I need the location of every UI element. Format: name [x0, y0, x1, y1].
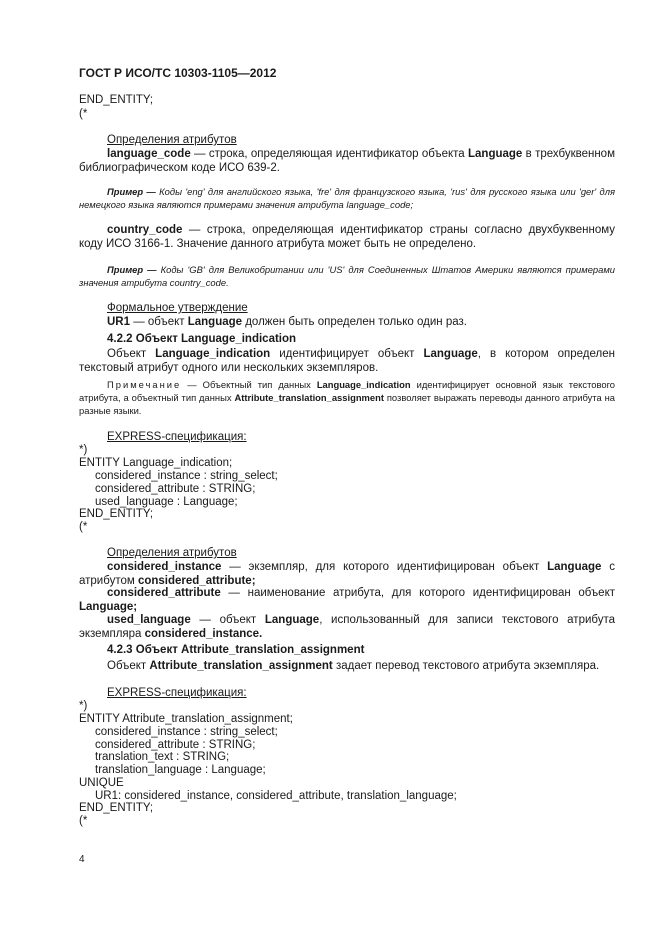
page-number: 4	[79, 854, 85, 865]
text: идентифицирует основной язык текстового атрибута, а объектный тип данных	[79, 379, 615, 403]
term: considered_instance.	[144, 628, 263, 640]
term: language_code	[107, 148, 191, 160]
code-line: ENTITY Language_indication;	[79, 457, 233, 469]
text: — наименование атрибута, для которого идентифицирован объект	[220, 587, 615, 599]
term: Language_indication	[316, 379, 411, 390]
text: Объект	[107, 660, 150, 672]
term: Language	[264, 614, 320, 626]
term: Language	[547, 561, 602, 573]
code-line: considered_attribute : STRING;	[95, 483, 256, 495]
code-line: considered_instance : string_select;	[95, 726, 278, 738]
attr-defs-heading: Определения атрибутов	[107, 547, 237, 559]
text: Коды	[155, 186, 186, 197]
term: Language	[187, 316, 243, 328]
term: Attribute_translation_assignment	[149, 660, 333, 672]
code-line: (*	[79, 108, 88, 120]
text: — экземпляр, для которого идентифицирован объект	[221, 561, 548, 573]
text: Объект	[107, 348, 156, 360]
code-line: (*	[79, 521, 88, 533]
code-line: *)	[79, 700, 88, 712]
text: , в котором определен текстовый атрибут одного или нескольких экземпляров.	[79, 348, 615, 374]
term: Language_indication	[155, 348, 271, 360]
used-language-definition	[79, 613, 615, 641]
term: considered_attribute;	[137, 575, 256, 587]
term: UR1	[107, 316, 131, 328]
document-header: ГОСТ Р ИСО/ТС 10303-1105—2012	[79, 66, 277, 80]
term: used_language	[107, 614, 191, 626]
formal-heading: Формальное утверждение	[107, 302, 248, 314]
term: considered_instance	[107, 561, 222, 573]
considered-attribute-definition	[79, 586, 615, 614]
text: Коды 'GB' для Великобритании или 'US' для Соединенных Штатов Америки являются примерами значения атрибута country_code.	[79, 264, 615, 288]
text: , использованный для записи текстового атрибута экземпляра	[79, 614, 616, 640]
example-label: Пример —	[107, 264, 157, 275]
section-4-2-3-paragraph	[107, 659, 599, 673]
text: — строка, определяющая идентификатор страны согласно двухбуквенному коду ИСО 3166-1. Значение данного атрибута может быть не определено.	[79, 224, 615, 250]
code-line: translation_text : STRING;	[95, 751, 230, 763]
example-label: Пример —	[107, 186, 156, 197]
text: 'eng' для английского языка, 'fre' для французского языка, 'rus' для русского языка или 'ger' для немецкого языка являются примерами значения атрибута language_code;	[79, 186, 615, 210]
code-line: ENTITY Attribute_translation_assignment;	[79, 713, 293, 725]
considered-instance-definition	[79, 560, 615, 588]
term: Language	[468, 148, 523, 160]
code-line: (*	[79, 815, 88, 827]
country-code-definition	[79, 223, 615, 251]
text: идентифицирует объект	[270, 348, 424, 360]
example-1	[79, 185, 615, 211]
code-line: translation_language : Language;	[95, 764, 266, 776]
section-4-2-3-title: 4.2.3 Объект Attribute_translation_assignment	[107, 644, 365, 656]
code-line: UR1: considered_instance, considered_attribute, translation_language;	[95, 790, 457, 802]
code-line: *)	[79, 444, 88, 456]
text: в трехбуквенном библиографическом коде ИСО 639-2.	[79, 148, 615, 174]
code-line: UNIQUE	[79, 777, 124, 789]
text: должен быть определен только один раз.	[242, 316, 467, 328]
section-4-2-2-paragraph	[79, 347, 615, 375]
term: Language;	[79, 601, 138, 613]
attr-defs-heading: Определения атрибутов	[107, 134, 237, 146]
code-line: used_language : Language;	[95, 496, 238, 508]
example-2	[79, 263, 615, 289]
term: considered_attribute	[107, 587, 221, 599]
express-heading: EXPRESS-спецификация:	[107, 431, 247, 443]
term: country_code	[107, 224, 183, 236]
code-line: END_ENTITY;	[79, 802, 154, 814]
ur1-statement	[107, 315, 467, 329]
text: — строка, определяющая идентификатор объекта	[190, 148, 469, 160]
text: — Объектный тип данных	[181, 379, 317, 390]
text: задает перевод текстового атрибута экземпляра.	[332, 660, 600, 672]
section-4-2-2-title: 4.2.2 Объект Language_indication	[107, 333, 297, 345]
text: — объект	[130, 316, 188, 328]
code-line: considered_attribute : STRING;	[95, 739, 256, 751]
term: Language	[423, 348, 478, 360]
language-code-definition	[79, 147, 615, 175]
express-heading: EXPRESS-спецификация:	[107, 687, 247, 699]
code-line: considered_instance : string_select;	[95, 470, 278, 482]
text: с атрибутом	[79, 561, 615, 587]
text: — объект	[190, 614, 265, 626]
code-line: END_ENTITY;	[79, 508, 154, 520]
note	[79, 378, 615, 417]
code-line: END_ENTITY;	[79, 94, 154, 106]
text: позволяет выражать переводы данного атрибута на разные языки.	[79, 392, 615, 416]
term: Attribute_translation_assignment	[234, 392, 384, 403]
note-label: Примечание	[107, 379, 182, 390]
